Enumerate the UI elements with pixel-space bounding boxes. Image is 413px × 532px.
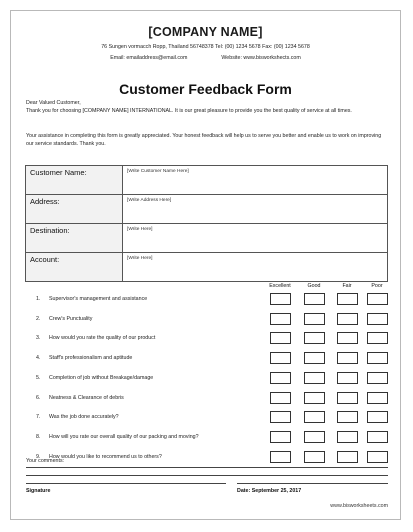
info-row (26, 253, 388, 282)
question-number: 4. (36, 355, 41, 362)
form-title: Customer Feedback Form (119, 81, 292, 97)
question-text: Supervisor's management and assistance (49, 296, 148, 302)
question-row (36, 395, 124, 401)
rating-checkbox-excellent[interactable] (270, 431, 291, 443)
address-field[interactable]: [Write Address Here] (123, 195, 388, 224)
rating-checkbox-poor[interactable] (367, 451, 388, 463)
rating-checkbox-fair[interactable] (337, 293, 358, 305)
rating-checkbox-good[interactable] (304, 392, 325, 404)
rating-checkbox-good[interactable] (304, 451, 325, 463)
comment-line[interactable] (26, 467, 388, 468)
rating-checkbox-poor[interactable] (367, 293, 388, 305)
comments-label: Your comments: (26, 458, 65, 464)
rating-header-poor: Poor (371, 283, 383, 289)
customer-name-field[interactable]: [Write Customer Name Here] (123, 166, 388, 195)
rating-checkbox-excellent[interactable] (270, 352, 291, 364)
company-address: 76 Sungen vormacch Ropp, Thailand 56748378 Tel: (00) 1234 5678 Fax: (00) 1234 5678 (101, 44, 310, 50)
company-name: [COMPANY NAME] (148, 25, 263, 39)
customer-name-label: Customer Name: (26, 166, 123, 195)
company-contact (11, 55, 400, 61)
question-number: 8. (36, 433, 41, 440)
question-text: Crew's Punctuality (49, 315, 93, 322)
rating-header-fair: Fair (342, 283, 352, 289)
rating-checkbox-fair[interactable] (337, 431, 358, 443)
rating-checkbox-excellent[interactable] (270, 411, 291, 423)
question-row (36, 355, 132, 361)
question-text: Staff's professionalism and aptitude (49, 355, 133, 362)
question-number: 1. (36, 296, 41, 302)
rating-checkbox-excellent[interactable] (270, 293, 291, 305)
rating-checkbox-good[interactable] (304, 372, 325, 384)
question-text: Completion of job without Breakage/damage (49, 374, 154, 381)
rating-checkbox-fair[interactable] (337, 411, 358, 423)
rating-checkbox-good[interactable] (304, 352, 325, 364)
rating-checkbox-good[interactable] (304, 293, 325, 305)
rating-checkbox-poor[interactable] (367, 431, 388, 443)
account-label: Account: (26, 253, 123, 282)
rating-checkbox-poor[interactable] (367, 352, 388, 364)
rating-checkbox-poor[interactable] (367, 372, 388, 384)
rating-checkbox-good[interactable] (304, 411, 325, 423)
info-row (26, 224, 388, 253)
info-row (26, 195, 388, 224)
rating-checkbox-fair[interactable] (337, 313, 358, 325)
company-email: Email: emailaddress@email.com (110, 55, 188, 61)
rating-header-excellent: Excellent (269, 283, 291, 289)
question-row (36, 434, 199, 440)
info-row (26, 166, 388, 195)
intro-paragraph: Thank you for choosing [COMPANY NAME] INTERNATIONAL. It is our great pleasure to provide you the best quality of service at all times. (26, 108, 352, 114)
question-number: 7. (36, 414, 41, 421)
question-text: How will you rate our overall quality of our packing and moving? (49, 433, 199, 440)
question-row (36, 335, 155, 341)
feedback-form-page (10, 10, 401, 520)
question-number: 3. (36, 335, 41, 342)
signature-line[interactable] (26, 483, 226, 484)
greeting: Dear Valued Customer, (26, 100, 81, 106)
date-line[interactable] (237, 483, 388, 484)
question-row (36, 296, 147, 302)
company-website: Website: www.bisworkshects.com (221, 55, 301, 61)
rating-checkbox-fair[interactable] (337, 332, 358, 344)
rating-checkbox-good[interactable] (304, 332, 325, 344)
rating-checkbox-poor[interactable] (367, 332, 388, 344)
rating-checkbox-good[interactable] (304, 431, 325, 443)
rating-checkbox-poor[interactable] (367, 313, 388, 325)
rating-checkbox-excellent[interactable] (270, 332, 291, 344)
rating-checkbox-good[interactable] (304, 313, 325, 325)
question-row (36, 375, 153, 381)
destination-field[interactable]: [Write Here] (123, 224, 388, 253)
question-text: Was the job done accurately? (49, 414, 119, 421)
watermark: www.bisworksheets.com (330, 503, 388, 509)
question-text: Neatness & Clearance of debris (49, 394, 124, 401)
customer-info-table (25, 165, 388, 282)
question-row (36, 414, 119, 420)
rating-checkbox-fair[interactable] (337, 372, 358, 384)
rating-checkbox-fair[interactable] (337, 352, 358, 364)
address-label: Address: (26, 195, 123, 224)
rating-checkbox-fair[interactable] (337, 451, 358, 463)
question-number: 6. (36, 394, 41, 401)
signature-label: Signature (26, 488, 51, 494)
destination-label: Destination: (26, 224, 123, 253)
rating-checkbox-excellent[interactable] (270, 313, 291, 325)
account-field[interactable]: [Write Here] (123, 253, 388, 282)
question-number: 5. (36, 374, 41, 381)
rating-checkbox-excellent[interactable] (270, 392, 291, 404)
rating-checkbox-excellent[interactable] (270, 372, 291, 384)
date-label: Date: September 25, 2017 (237, 488, 302, 494)
question-number: 2. (36, 315, 41, 322)
question-row (36, 316, 92, 322)
rating-checkbox-poor[interactable] (367, 392, 388, 404)
question-text: How would you like to recommend us to others? (49, 453, 162, 460)
rating-checkbox-fair[interactable] (337, 392, 358, 404)
comment-line[interactable] (26, 475, 388, 476)
question-number: 9. (36, 453, 41, 460)
rating-checkbox-poor[interactable] (367, 411, 388, 423)
instructions-paragraph: Your assistance in completing this form is greatly appreciated. Your honest feedback will help us to serve you better and enable us to work on improving our service standards. Thank you. (26, 133, 382, 148)
rating-checkbox-excellent[interactable] (270, 451, 291, 463)
rating-header-good: Good (307, 283, 321, 289)
question-text: How would you rate the quality of our product (49, 335, 156, 342)
